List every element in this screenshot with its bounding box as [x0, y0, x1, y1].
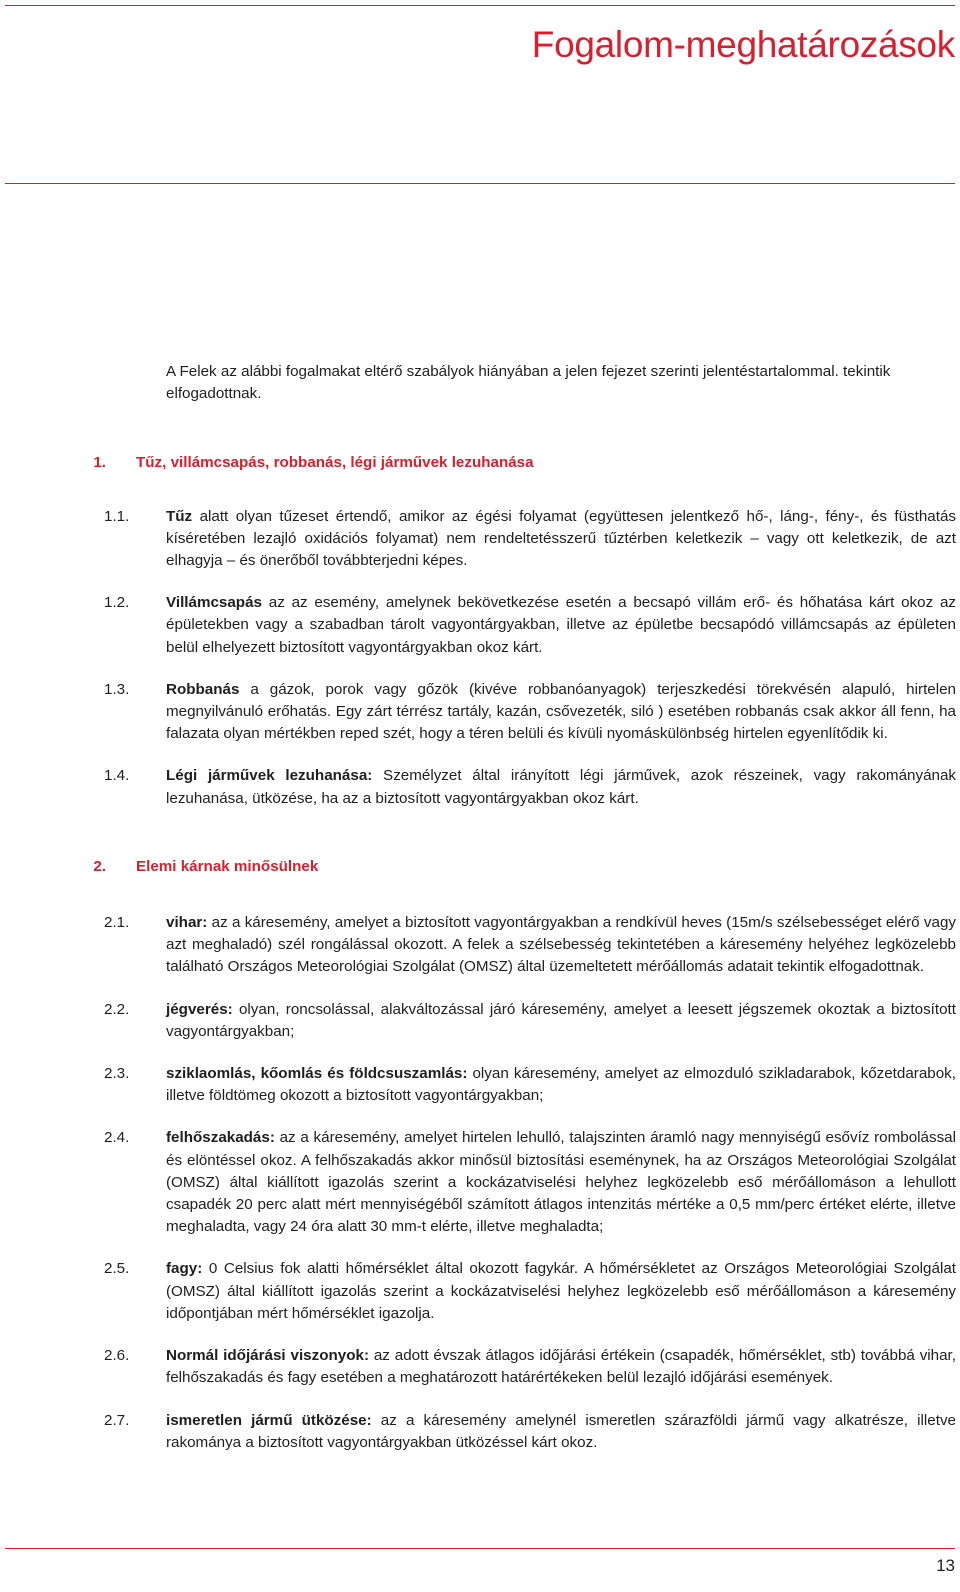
item-text: 0 Celsius fok alatti hőmérséklet által okozott fagykár. A hőmérsékletet az Országos Meteorológiai Szolgálat (OMSZ) által kiállított igazolás szerint a kockázatviselési helyhez legközelebb eső mérőállomáson a káresemény időpontjában mért hőmérséklet igazolja.: [166, 1260, 956, 1322]
definition-item: [0, 1258, 960, 1325]
item-term: Villámcsapás: [166, 594, 262, 612]
item-term: vihar:: [166, 914, 208, 932]
item-text: a gázok, porok vagy gőzök (kivéve robbanóanyagok) terjeszkedési törekvésén alapuló, hirtelen megnyilvánuló erőhatás. Egy zárt térrész tartály, kazán, csővezeték, siló ) esetében robbanás csak akkor áll fenn, ha falazata olyan mértékben reped szét, hogy a téren belüli és kívüli nyomáskülönbség hirtelen egyenlítődik ki.: [166, 680, 956, 743]
definition-item: [0, 1410, 960, 1454]
page-title: Fogalom-meghatározások: [531, 24, 955, 65]
item-text: alatt olyan tűzeset értendő, amikor az égési folyamat (együttesen jelentkező hő-, láng-, fény-, és füsthatás kíséretében lezajló oxidációs folyamat) nem rendeltetésszerű tűztérben keletkezik – vagy ott keletkezik, de azt elhagyja – és önerőből továbbterjedni képes.: [166, 507, 956, 570]
item-number: 2.1.: [104, 914, 130, 932]
item-number: 2.7.: [104, 1411, 130, 1429]
definition-item: [0, 679, 960, 746]
item-number: 2.5.: [104, 1260, 130, 1278]
item-number: 1.3.: [104, 680, 130, 698]
section-title: Tűz, villámcsapás, robbanás, légi járművek lezuhanása: [136, 454, 534, 472]
item-text: Személyzet által irányított légi járművek, azok részeinek, vagy rakományának lezuhanása, ütközése, ha az a biztosított vagyontárgyakban okoz kárt.: [166, 767, 956, 807]
definition-item: [0, 1127, 960, 1238]
item-number: 2.3.: [104, 1065, 130, 1083]
definition-item: [0, 1063, 960, 1107]
definition-item: [0, 912, 960, 979]
definition-item: [0, 1345, 960, 1389]
section-number: 2.: [93, 857, 106, 875]
item-term: ismeretlen jármű ütközése:: [166, 1411, 372, 1429]
item-text: olyan, roncsolással, alakváltozással járó káresemény, amelyet a leesett jégszemek okoztak a biztosított vagyontárgyakban;: [166, 1000, 956, 1040]
section-heading: [0, 856, 960, 878]
item-text: az a káresemény, amelyet a biztosított vagyontárgyakban a rendkívül heves (15m/s szélsebességet elérő vagy azt meghaladó) szél rongálással okozott. A felek a szélsebesség tekintetében a káresemény helyéhez legközelebb található Országos Meteorológiai Szolgálat (OMSZ) által üzemeltetett mérőállomás adatait tekintik elfogadottnak.: [166, 914, 956, 976]
item-number: 1.2.: [104, 594, 130, 612]
definition-item: [0, 765, 960, 809]
item-text: az adott évszak átlagos időjárási értékein (csapadék, hőmérséklet, stb) továbbá vihar, felhőszakadás és fagy esetében a meghatározott határértékeken belül lezajló időjárási események.: [166, 1347, 956, 1387]
intro-paragraph: A Felek az alábbi fogalmakat eltérő szabályok hiányában a jelen fejezet szerinti jelentéstartalommal. tekintik elfogadottnak.: [166, 363, 891, 403]
main-content: [0, 361, 960, 1474]
item-term: fagy:: [166, 1260, 203, 1278]
item-term: jégverés:: [166, 1000, 233, 1018]
item-text: olyan káresemény, amelyet az elmozduló szikladarabok, kőzetdarabok, illetve földtömeg okozott a biztosított vagyontárgyakban;: [166, 1065, 956, 1105]
footer-rule: [5, 1548, 955, 1549]
item-term: Robbanás: [166, 680, 240, 698]
definition-item: [0, 592, 960, 659]
item-text: az a káresemény, amelyet hirtelen lehulló, talajszinten áramló nagy mennyiségű esővíz rombolással és elöntéssel okoz. A felhőszakadás akkor minősül biztosítási eseménynek, ha az Országos Meteorológiai Szolgálat (OMSZ) által kiállított igazolás szerint a kockázatviselési helyhez legközelebb eső mérőállomáson a lehullott csapadék 20 perc alatt mért mennyiségéből számított átlagos intenzitás mértéke a 0,5 mm/perc értéket elérte, illetve meghaladta, vagy 24 óra alatt 30 mm-t elérte, illetve meghaladta;: [166, 1129, 956, 1236]
item-term: Normál időjárási viszonyok:: [166, 1347, 369, 1365]
section-title: Elemi kárnak minősülnek: [136, 857, 319, 875]
section-heading: [0, 452, 960, 474]
item-term: Tűz: [166, 507, 193, 525]
item-number: 2.2.: [104, 1000, 130, 1018]
section-number: 1.: [93, 454, 106, 472]
header-rule: [5, 183, 955, 184]
page-number: 13: [936, 1556, 955, 1575]
item-term: Légi járművek lezuhanása:: [166, 767, 373, 785]
item-text: az az esemény, amelynek bekövetkezése esetén a becsapó villám erő- és hőhatása kárt okoz az épületekben vagy a szabadban tárolt vagyontárgyakban, illetve az épületbe becsapódó villámcsapás az épületen belül elhelyezett biztosított vagyontárgyakban okoz kárt.: [166, 594, 956, 656]
item-number: 1.1.: [104, 507, 130, 525]
item-term: sziklaomlás, kőomlás és földcsuszamlás:: [166, 1065, 468, 1083]
top-rule: [5, 5, 955, 6]
definition-item: [0, 506, 960, 573]
item-number: 2.4.: [104, 1129, 130, 1147]
item-number: 1.4.: [104, 767, 130, 785]
item-number: 2.6.: [104, 1347, 130, 1365]
item-text: az a káresemény amelynél ismeretlen szárazföldi jármű vagy alkatrésze, illetve rakománya a biztosított vagyontárgyakban ütközéssel kárt okoz.: [166, 1411, 956, 1451]
item-term: felhőszakadás:: [166, 1129, 275, 1147]
definition-item: [0, 999, 960, 1043]
